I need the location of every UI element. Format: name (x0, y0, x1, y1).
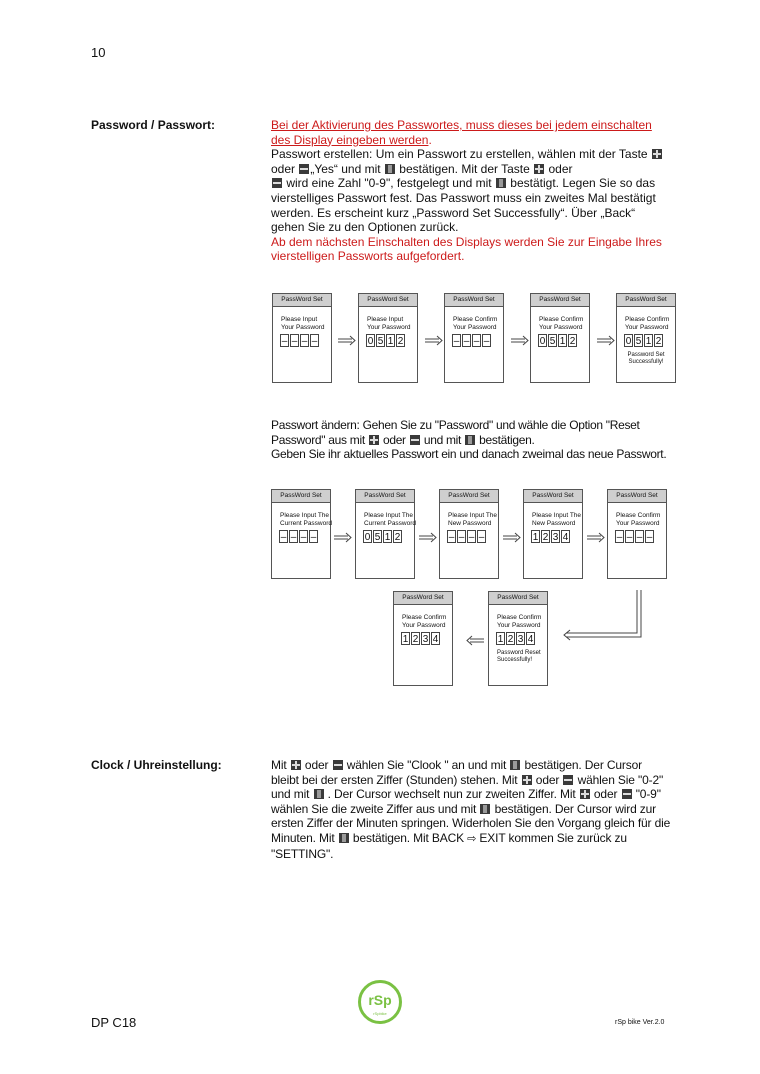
screen-prompt: Please Confirm Your Password (539, 316, 584, 331)
password-digit: – (301, 336, 308, 347)
password-digit: 2 (569, 336, 576, 347)
minus-button-icon (563, 775, 573, 785)
footer-model: DP C18 (91, 1015, 137, 1030)
screen-prompt: Please Input The New Password (448, 512, 498, 527)
minus-button-icon (333, 760, 343, 770)
screen-prompt: Please Confirm Your Password (616, 512, 661, 527)
password-digit: 5 (549, 336, 556, 347)
screen-title: PassWord Set (273, 294, 331, 307)
password-digit: 0 (364, 532, 371, 543)
reset-flow-arrows (334, 533, 641, 645)
screen-prompt: Please Confirm Your Password (625, 316, 670, 331)
password-digit: 2 (412, 634, 419, 645)
password-digit: 0 (539, 336, 546, 347)
password-digit: – (463, 336, 470, 347)
password-digit: 1 (645, 336, 652, 347)
password-digit: 5 (635, 336, 642, 347)
page-number: 10 (91, 45, 106, 60)
password-digit: 2 (507, 634, 514, 645)
screen-title: PassWord Set (440, 490, 498, 503)
password-digit: – (453, 336, 460, 347)
confirm-button-icon (510, 760, 520, 770)
screen-prompt: Please Confirm Your Password (497, 614, 542, 629)
password-digit: 4 (562, 532, 569, 543)
password-digit: 4 (527, 634, 534, 645)
confirm-button-icon (339, 833, 349, 843)
plus-button-icon (580, 789, 590, 799)
password-digit: 1 (402, 634, 409, 645)
plus-button-icon (291, 760, 301, 770)
screen-title: PassWord Set (617, 294, 675, 307)
screen-title: PassWord Set (356, 490, 414, 503)
password-digit: 3 (552, 532, 559, 543)
screen-prompt: Please Input The Current Password (280, 512, 333, 527)
password-digit: 2 (394, 532, 401, 543)
password-digit: – (636, 532, 643, 543)
logo-text: rSp (368, 992, 392, 1008)
password-digit: 1 (387, 336, 394, 347)
password-digit: – (281, 336, 288, 347)
password-digit: 2 (397, 336, 404, 347)
password-digit: 2 (655, 336, 662, 347)
password-digit: – (280, 532, 287, 543)
next-start-note: Ab dem nächsten Einschalten des Displays werden Sie zur Eingabe Ihres vierstelligen Passworts aufgefordert. (271, 234, 662, 264)
password-digit: 4 (432, 634, 439, 645)
password-digit: – (478, 532, 485, 543)
success-message: Password Reset Successfully! (497, 650, 541, 663)
password-digit: 5 (377, 336, 384, 347)
password-digit: – (448, 532, 455, 543)
confirm-button-icon (480, 804, 490, 814)
password-digit: 5 (374, 532, 381, 543)
password-digit: – (483, 336, 490, 347)
password-digit: 0 (625, 336, 632, 347)
logo-subtext: rSpbike (373, 1011, 387, 1016)
screen-title: PassWord Set (272, 490, 330, 503)
password-section-text: Bei der Aktivierung des Passwortes, muss dieses bei jedem einschalten des Display eingeben werden. Passwort erstellen: Um ein Passwort zu erstellen, wählen mit der Taste oder „Yes“ und mit bestätigen. Mit der Taste oder wird eine Zahl "0-9", festgelegt und mit bestätigt. Legen Sie so das vierstelliges Passwort fest. Das Passwort muss ein zweites Mal bestätigt werden. Es erscheint kurz „Password Set Successfully“. Über „Back“ gehen Sie zu den Optionen zurück. Ab dem nächsten Einschalten des Displays werden Sie zur Eingabe Ihres vierstelligen Passworts aufgefordert. (271, 118, 671, 264)
password-digit: 2 (542, 532, 549, 543)
set-flow-arrows (338, 336, 614, 345)
activation-warning: Bei der Aktivierung des Passwortes, muss dieses bei jedem einschalten des Display eingeben werden (271, 118, 652, 147)
screen-prompt: Please Input The Current Password (364, 512, 417, 527)
screen-title: PassWord Set (394, 592, 452, 605)
screen-prompt: Please Input The New Password (532, 512, 582, 527)
password-digit: – (310, 532, 317, 543)
password-digit: – (473, 336, 480, 347)
clock-section-label: Clock / Uhreinstellung: (91, 758, 222, 772)
change-password-instructions: Passwort ändern: Gehen Sie zu "Password" und wähle die Option "Reset Password" aus mit oder und mit bestätigen. Geben Sie ihr aktuelles Passwort ein und danach zweimal das neue Passwort. (271, 418, 667, 462)
minus-button-icon (622, 789, 632, 799)
password-digit: 3 (517, 634, 524, 645)
screen-prompt: Please Input Your Password (281, 316, 325, 331)
plus-button-icon (522, 775, 532, 785)
screen-prompt: Please Confirm Your Password (453, 316, 498, 331)
password-digit: – (311, 336, 318, 347)
password-digit: – (646, 532, 653, 543)
screen-prompt: Please Input Your Password (367, 316, 411, 331)
clock-instructions: Mit oder wählen Sie "Clook " an und mit bestätigen. Der Cursor bleibt bei der ersten Ziffer (Stunden) stehen. Mit oder wählen Sie "0-2" und mit . Der Cursor wechselt nun zur zweiten Ziffer. Mit oder "0-9" wählen Sie die zweite Ziffer aus und mit bestätigen. Der Cursor wird zur ersten Ziffer der Minuten springen. Widerholen Sie den Vorgang gleich für die Minuten. Mit bestätigen. Mit BACK ⇨ EXIT kommen Sie zurück zu "SETTING". (271, 758, 671, 861)
right-arrow-icon: ⇨ (467, 831, 477, 845)
password-digit: – (290, 532, 297, 543)
screen-title: PassWord Set (489, 592, 547, 605)
password-digit: 1 (559, 336, 566, 347)
password-digit: 1 (532, 532, 539, 543)
confirm-button-icon (314, 789, 324, 799)
screen-title: PassWord Set (445, 294, 503, 307)
password-digit: – (616, 532, 623, 543)
password-digit: 3 (422, 634, 429, 645)
password-digit: 0 (367, 336, 374, 347)
screen-prompt: Please Confirm Your Password (402, 614, 447, 629)
footer-version: rSp bike Ver.2.0 (615, 1019, 665, 1026)
password-digit: 1 (497, 634, 504, 645)
password-digit: 1 (384, 532, 391, 543)
password-digit: – (300, 532, 307, 543)
password-digit: – (458, 532, 465, 543)
screen-title: PassWord Set (524, 490, 582, 503)
password-digit: – (626, 532, 633, 543)
rsp-logo (358, 980, 402, 1024)
screen-title: PassWord Set (531, 294, 589, 307)
password-digit: – (468, 532, 475, 543)
success-message: Password Set Successfully! (627, 352, 665, 365)
screen-title: PassWord Set (608, 490, 666, 503)
screen-title: PassWord Set (359, 294, 417, 307)
create-password-instructions: Passwort erstellen: Um ein Passwort zu erstellen, wählen mit der Taste oder „Yes“ und mit bestätigen. Mit der Taste oder wird eine Zahl "0-9", festgelegt und mit bestätigt. Legen Sie so das vierstelliges Passwort fest. Das Passwort muss ein zweites Mal bestätigt werden. Es erscheint kurz „Password Set Successfully“. Über „Back“ gehen Sie zu den Optionen zurück. (271, 147, 671, 235)
password-digit: – (291, 336, 298, 347)
password-section-label: Password / Passwort: (91, 118, 216, 132)
